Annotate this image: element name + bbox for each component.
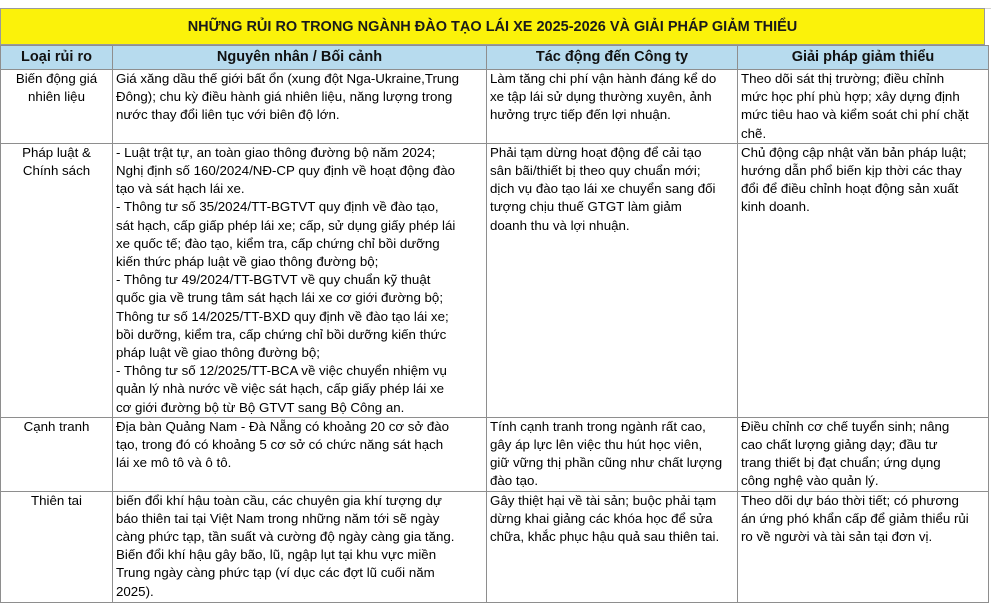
risk-type-cell[interactable] xyxy=(1,70,113,144)
table-row xyxy=(1,70,989,144)
risk-table xyxy=(0,45,989,603)
cell-line: Cạnh tranh xyxy=(23,418,90,434)
cell-line: mức tiêu hao và kiểm soát chi phí chặt xyxy=(741,107,969,123)
cell-line: báo thiên tai tại Việt Nam trong những năm tới sẽ ngày xyxy=(116,510,440,526)
cell-line: tượng chịu thuế GTGT làm giảm xyxy=(490,199,682,215)
cell-line: trang thiết bị đạt chuẩn; ứng dụng xyxy=(741,455,941,471)
cell-line: - Luật trật tự, an toàn giao thông đường bộ năm 2024; xyxy=(116,144,436,160)
cell-line: Đông); chu kỳ điều hành giá nhiên liệu, năng lượng trong xyxy=(116,89,453,105)
cell-line: càng phức tạp, tần suất và cường độ ngày càng gia tăng. xyxy=(116,529,455,545)
cell-line: công nghệ vào quản lý. xyxy=(741,473,879,489)
header-cause[interactable]: Nguyên nhân / Bối cảnh xyxy=(113,46,487,70)
solution-cell[interactable] xyxy=(738,143,989,417)
cause-cell[interactable] xyxy=(113,491,487,602)
cell-line: dừng khai giảng các khóa học để sửa xyxy=(490,510,713,526)
table-row xyxy=(1,417,989,491)
cell-line: Pháp luật & xyxy=(22,144,91,160)
cell-line: đào tạo. xyxy=(490,473,539,489)
solution-cell[interactable] xyxy=(738,70,989,144)
impact-cell[interactable] xyxy=(487,491,738,602)
impact-cell[interactable] xyxy=(487,417,738,491)
cell-line: giữ vững thị phần cũng như chất lượng xyxy=(490,455,723,471)
header-impact[interactable]: Tác động đến Công ty xyxy=(487,46,738,70)
cell-line: ro về người và tài sản tại đơn vị. xyxy=(741,529,933,545)
cell-line: chẽ. xyxy=(741,125,767,141)
sheet-title[interactable]: NHỮNG RỦI RO TRONG NGÀNH ĐÀO TẠO LÁI XE 2025-2026 VÀ GIẢI PHÁP GIẢM THIỂU xyxy=(0,8,985,45)
cell-line: Chủ động cập nhật văn bản pháp luật; xyxy=(741,144,967,160)
cell-line: Phải tạm dừng hoạt động để cải tạo xyxy=(490,144,702,160)
cell-line: Biến động giá xyxy=(15,71,98,86)
cell-line: cơ giới đường bộ từ Bộ GTVT sang Bộ Công an. xyxy=(116,399,405,415)
cell-line: Gây thiệt hại về tài sản; buộc phải tạm xyxy=(490,492,717,508)
cell-line: mức học phí phù hợp; xây dựng định xyxy=(741,89,960,105)
cell-line: Nghị định số 160/2024/NĐ-CP quy định về hoạt động đào xyxy=(116,163,456,179)
cell-line: Địa bàn Quảng Nam - Đà Nẵng có khoảng 20 cơ sở đào xyxy=(116,418,450,434)
table-row xyxy=(1,491,989,602)
cell-line: Chính sách xyxy=(22,163,91,179)
cell-line: tạo, trong đó có khoảng 5 cơ sở có chức năng sát hạch xyxy=(116,437,444,453)
cell-line: - Thông tư 49/2024/TT-BGTVT về quy chuẩn kỹ thuật xyxy=(116,272,431,288)
solution-cell[interactable] xyxy=(738,417,989,491)
cell-line: Trung ngày càng phức tạp (ví dục các đợt lũ cuối năm xyxy=(116,565,435,581)
header-row xyxy=(1,46,989,70)
cell-line: hướng dẫn phổ biến kịp thời các thay xyxy=(741,163,962,179)
cell-line: Biến đổi khí hậu gây bão, lũ, ngập lụt tại khu vực miền xyxy=(116,547,437,563)
cause-cell[interactable] xyxy=(113,143,487,417)
cell-line: cao chất lượng giảng dạy; đầu tư xyxy=(741,437,938,453)
cell-line: 2025). xyxy=(116,583,154,599)
cell-line: - Thông tư số 35/2024/TT-BGTVT quy định về đào tạo, xyxy=(116,199,439,215)
cell-line: xe tập lái sử dụng thường xuyên, ảnh xyxy=(490,89,712,105)
risk-type-cell[interactable] xyxy=(1,143,113,417)
cell-line: lái xe mô tô và ô tô. xyxy=(116,455,232,471)
cell-line: Theo dõi sát thị trường; điều chỉnh xyxy=(741,71,945,86)
impact-cell[interactable] xyxy=(487,70,738,144)
cell-line: sân bãi/thiết bị theo quy chuẩn mới; xyxy=(490,163,701,179)
cell-line: chữa, khắc phục hậu quả sau thiên tai. xyxy=(490,529,720,545)
cell-line: nước thay đổi liên tục với biên độ lớn. xyxy=(116,107,340,123)
cell-line: gây áp lực lên việc thu hút học viên, xyxy=(490,437,703,453)
cell-line: bồi dưỡng, kiểm tra, cấp chứng chỉ bồi dưỡng kiến thức xyxy=(116,326,447,342)
cell-line: kinh doanh. xyxy=(741,199,810,215)
cell-line: - Thông tư số 12/2025/TT-BCA về việc chuyển nhiệm vụ xyxy=(116,363,447,379)
impact-cell[interactable] xyxy=(487,143,738,417)
risk-type-cell[interactable] xyxy=(1,417,113,491)
risk-type-cell[interactable] xyxy=(1,491,113,602)
cell-line: doanh thu và lợi nhuận. xyxy=(490,217,630,233)
cause-cell[interactable] xyxy=(113,70,487,144)
cell-line: Điều chỉnh cơ chế tuyển sinh; nâng xyxy=(741,418,950,434)
cell-line: dịch vụ đào tạo lái xe chuyển sang đối xyxy=(490,181,716,197)
cause-cell[interactable] xyxy=(113,417,487,491)
cell-line: Tính cạnh tranh trong ngành rất cao, xyxy=(490,418,706,434)
cell-line: xe quốc tế; đào tạo, kiểm tra, cấp chứng chỉ bồi dưỡng xyxy=(116,235,440,251)
cell-line: tạo và sát hạch lái xe. xyxy=(116,181,245,197)
header-solution[interactable]: Giải pháp giảm thiểu xyxy=(738,46,989,70)
cell-line: kiến thức pháp luật về giao thông đường bộ; xyxy=(116,254,379,270)
cell-line: quản lý nhà nước về việc sát hạch, cấp giấy phép lái xe xyxy=(116,381,445,397)
cell-line: Theo dõi dự báo thời tiết; có phương xyxy=(741,492,959,508)
cell-line: nhiên liệu xyxy=(28,89,85,105)
cell-line: quốc gia về trung tâm sát hạch lái xe cơ giới đường bộ; xyxy=(116,290,444,306)
cell-line: Giá xăng dầu thế giới bất ổn (xung đột Nga-Ukraine,Trung xyxy=(116,71,460,86)
table-row xyxy=(1,143,989,417)
cell-line: án ứng phó khẩn cấp để giảm thiểu rủi xyxy=(741,510,969,526)
cell-line: biến đổi khí hậu toàn cầu, các chuyên gia khí tượng dự xyxy=(116,492,442,508)
cell-line: Thông tư số 14/2025/TT-BXD quy định về đào tạo lái xe; xyxy=(116,308,449,324)
cell-line: pháp luật về giao thông đường bộ; xyxy=(116,345,320,361)
header-risk-type[interactable]: Loại rủi ro xyxy=(1,46,113,70)
solution-cell[interactable] xyxy=(738,491,989,602)
cell-line: Làm tăng chi phí vận hành đáng kể do xyxy=(490,71,717,86)
cell-line: Thiên tai xyxy=(31,492,82,508)
cell-line: đổi để điều chỉnh hoạt động sản xuất xyxy=(741,181,959,197)
cell-line: hưởng trực tiếp đến lợi nhuận. xyxy=(490,107,671,123)
cell-line: sát hạch, cấp giấp phép lái xe; cấp, sử dụng giấy phép lái xyxy=(116,217,456,233)
